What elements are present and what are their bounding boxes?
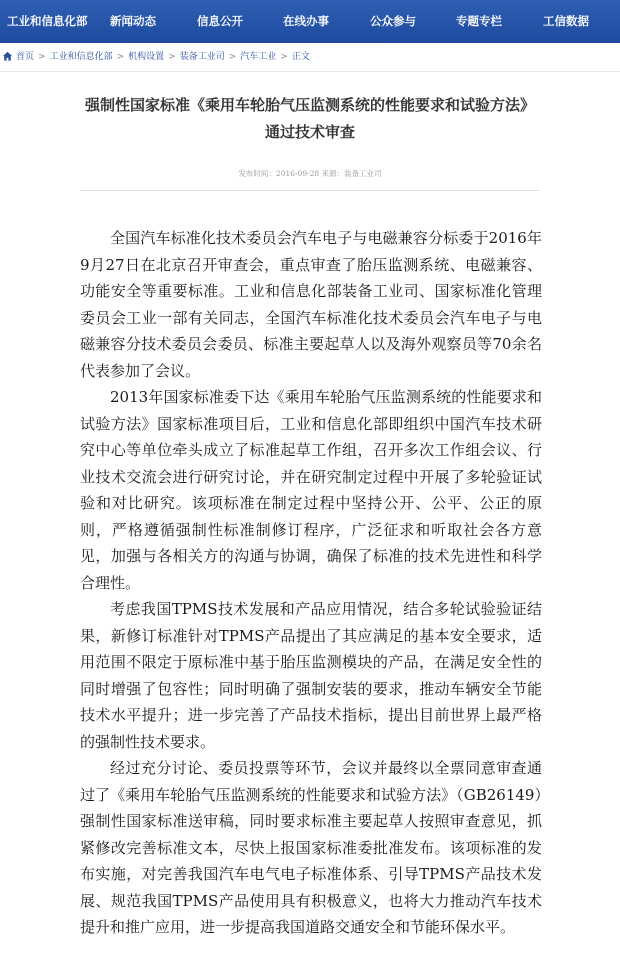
home-icon[interactable] — [2, 51, 13, 62]
nav-item-data[interactable]: 工信数据 — [543, 14, 589, 28]
breadcrumb-separator: > — [280, 52, 288, 62]
nav-item-miit[interactable]: 工业和信息化部 — [7, 14, 88, 28]
article-paragraph: 2013年国家标准委下达《乘用车轮胎气压监测系统的性能要求和试验方法》国家标准项目后，工业和信息化部即组织中国汽车技术研究中心等单位牵头成立了标准起草工作组，召开多次工作组会议、行业技术交流会进行研究讨论，并在研究制定过程中开展了多轮验证试验和对比研究。该项标准在制定过程中坚持公开、公平、公正的原则，严格遵循强制性标准制修订程序，广泛征求和听取社会各方意见，加强与各相关方的沟通与协调，确保了标准的技术先进性和科学合理性。 — [80, 388, 542, 592]
breadcrumb-home[interactable]: 首页 — [16, 52, 35, 62]
breadcrumb-current: 正文 — [291, 52, 310, 62]
breadcrumb-trail — [16, 43, 310, 71]
breadcrumb-separator: > — [168, 52, 176, 62]
article-paragraph: 考虑我国TPMS技术发展和产品应用情况，结合多轮试验验证结果，新修订标准针对TPMS产品提出了其应满足的基本安全要求，适用范围不限定于原标准中基于胎压监测模块的产品，在满足安全性的同时增强了包容性；同时明确了强制安装的要求，推动车辆安全节能技术水平提升；进一步完善了产品技术指标，提出目前世界上最严格的强制性技术要求。 — [80, 600, 542, 751]
article-meta: 发布时间：2016-09-28 来源：装备工业司 — [238, 169, 382, 178]
top-nav-bar — [0, 0, 620, 43]
article-title — [60, 92, 560, 146]
nav-item-topics[interactable]: 专题专栏 — [456, 14, 502, 28]
breadcrumb-separator: > — [38, 52, 46, 62]
breadcrumb-org[interactable]: 机构设置 — [128, 52, 165, 62]
article-paragraph: 全国汽车标准化技术委员会汽车电子与电磁兼容分标委于2016年9月27日在北京召开审查会，重点审查了胎压监测系统、电磁兼容、功能安全等重要标准。工业和信息化部装备工业司、国家标准化管理委员会工业一部有关同志，全国汽车标准化技术委员会汽车电子与电磁兼容分技术委员会委员、标准主要起草人以及海外观察员等70余名代表参加了会议。 — [80, 229, 542, 380]
nav-item-online[interactable]: 在线办事 — [283, 14, 329, 28]
nav-item-info-public[interactable]: 信息公开 — [197, 14, 243, 28]
article-body — [80, 225, 542, 941]
breadcrumb-auto-industry[interactable]: 汽车工业 — [240, 52, 277, 62]
breadcrumb-separator: > — [228, 52, 237, 62]
article-paragraph: 经过充分讨论、委员投票等环节，会议并最终以全票同意审查通过了《乘用车轮胎气压监测系统的性能要求和试验方法》（GB26149）强制性国家标准送审稿，同时要求标准主要起草人按照审查意见，抓紧修改完善标准文本，尽快上报国家标准委批准发布。该项标准的发布实施，对完善我国汽车电气电子标准体系、引导TPMS产品技术发展、规范我国TPMS产品使用具有积极意义，也将大力推动汽车技术提升和推广应用，进一步提高我国道路交通安全和节能环保水平。 — [80, 759, 542, 936]
breadcrumb — [0, 43, 620, 72]
meta-divider — [80, 190, 540, 191]
article-title-line2: 通过技术审查 — [264, 123, 355, 141]
breadcrumb-miit[interactable]: 工业和信息化部 — [49, 52, 113, 62]
nav-item-news[interactable]: 新闻动态 — [110, 14, 156, 28]
nav-item-public[interactable]: 公众参与 — [370, 14, 416, 28]
article-title-line1: 强制性国家标准《乘用车轮胎气压监测系统的性能要求和试验方法》 — [84, 96, 535, 114]
breadcrumb-equipment-dept[interactable]: 装备工业司 — [179, 52, 225, 62]
breadcrumb-separator: > — [116, 52, 125, 62]
